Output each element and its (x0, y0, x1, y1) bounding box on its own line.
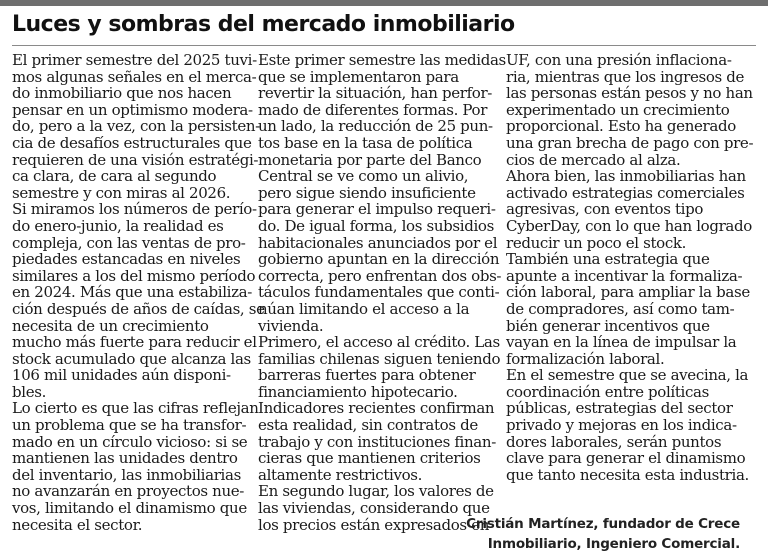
text-line: reducir un poco el stock. (506, 233, 687, 252)
text-line: vivienda. (258, 316, 324, 335)
text-line: vayan en la línea de impulsar la (506, 333, 737, 352)
text-line: gobierno apuntan en la dirección (258, 250, 500, 269)
title-divider (12, 45, 756, 46)
article-paragraph (12, 399, 259, 534)
text-line: no avanzarán en proyectos nue- (12, 482, 245, 501)
text-line: privado y mejoras en los indica- (506, 416, 737, 435)
article-title: Luces y sombras del mercado inmobiliario (12, 12, 515, 37)
text-line: barreras fuertes para obtener (258, 366, 476, 385)
article-paragraph (12, 200, 265, 401)
text-line: activado estrategias comerciales (506, 183, 745, 202)
article-column-3 (506, 51, 754, 484)
text-line: piedades estancadas en niveles (12, 250, 241, 269)
text-line: cia de desafíos estructurales que (12, 133, 252, 152)
text-line: del inventario, las inmobiliarias (12, 465, 241, 484)
text-line: bién generar incentivos que (506, 316, 710, 335)
text-line: pero sigue siendo insuficiente (258, 183, 476, 202)
text-line: ción después de años de caídas, se (12, 299, 265, 318)
text-line: CyberDay, con lo que han logrado (506, 216, 752, 235)
text-line: necesita de un crecimiento (12, 316, 209, 335)
text-line: UF, con una presión inflaciona- (506, 51, 732, 69)
text-line: clave para generar el dinamismo (506, 449, 746, 468)
article-column-1 (12, 51, 265, 534)
text-line: para generar el impulso requeri- (258, 200, 496, 219)
byline-line: Inmobiliario, Ingeniero Comercial. (487, 536, 740, 552)
text-line: proporcional. Esto ha generado (506, 117, 736, 136)
text-line: mantienen las unidades dentro (12, 449, 238, 468)
text-line: Si miramos los números de perío- (12, 200, 257, 219)
text-line: apunte a incentivar la formaliza- (506, 266, 743, 285)
text-line: tos base en la tasa de política (258, 133, 473, 152)
article-paragraph (12, 51, 260, 202)
text-line: semestre y con miras al 2026. (12, 183, 231, 202)
text-line: de compradores, así como tam- (506, 299, 735, 318)
text-line: una gran brecha de pago con pre- (506, 133, 754, 152)
text-line: mado en un círculo vicioso: si se (12, 432, 248, 451)
text-line: cieras que mantienen criterios (258, 449, 481, 468)
top-rule (0, 0, 768, 6)
article-paragraph (258, 333, 501, 484)
text-line: similares a los del mismo período (12, 266, 256, 285)
text-line: Lo cierto es que las cifras reflejan (12, 399, 259, 418)
text-line: requieren de una visión estratégi- (12, 150, 259, 169)
text-line: correcta, pero enfrentan dos obs- (258, 266, 502, 285)
text-line: ria, mientras que los ingresos de (506, 67, 745, 86)
article-paragraph (258, 482, 494, 534)
text-line: 106 mil unidades aún disponi- (12, 366, 231, 385)
text-line: los precios están expresados en (258, 515, 490, 534)
text-line: vos, limitando el dinamismo que (12, 499, 247, 518)
text-line: necesita el sector. (12, 515, 143, 534)
text-line: las personas están pesos y no han (506, 84, 753, 103)
text-line: También una estrategia que (506, 250, 710, 269)
text-line: ción laboral, para ampliar la base (506, 283, 750, 302)
text-line: bles. (12, 382, 46, 401)
text-line: altamente restrictivos. (258, 465, 423, 484)
text-line: revertir la situación, han perfor- (258, 84, 492, 103)
article-paragraph (506, 51, 754, 169)
text-line: un problema que se ha transfor- (12, 416, 247, 435)
text-line: que se implementaron para (258, 67, 459, 86)
article-paragraph (258, 51, 506, 335)
text-line: do, pero a la vez, con la persisten- (12, 117, 260, 136)
text-line: un lado, la reducción de 25 pun- (258, 117, 493, 136)
text-line: monetaria por parte del Banco (258, 150, 482, 169)
text-line: stock acumulado que alcanza las (12, 349, 251, 368)
text-line: pensar en un optimismo modera- (12, 100, 253, 119)
text-line: Este primer semestre las medidas (258, 51, 506, 69)
text-line: Indicadores recientes confirman (258, 399, 495, 418)
text-line: esta realidad, sin contratos de (258, 416, 478, 435)
article-column-2 (258, 51, 506, 534)
text-line: Primero, el acceso al crédito. Las (258, 333, 500, 352)
text-line: Central se ve como un alivio, (258, 167, 469, 186)
article-paragraph (506, 250, 750, 368)
byline-line: Cristián Martínez, fundador de Crece (466, 516, 740, 532)
text-line: experimentado un crecimiento (506, 100, 730, 119)
text-line: financiamiento hipotecario. (258, 382, 458, 401)
text-line: táculos fundamentales que conti- (258, 283, 500, 302)
text-line: compleja, con las ventas de pro- (12, 233, 246, 252)
text-line: En segundo lugar, los valores de (258, 482, 494, 501)
article-paragraph (506, 366, 749, 484)
text-line: do inmobiliario que nos hacen (12, 84, 232, 103)
text-line: ca clara, de cara al segundo (12, 167, 217, 186)
text-line: familias chilenas siguen teniendo (258, 349, 501, 368)
text-line: do. De igual forma, los subsidios (258, 216, 494, 235)
text-line: públicas, estrategias del sector (506, 399, 733, 418)
text-line: formalización laboral. (506, 349, 665, 368)
author-byline (466, 514, 740, 554)
text-line: que tanto necesita esta industria. (506, 465, 749, 484)
text-line: En el semestre que se avecina, la (506, 366, 749, 385)
text-line: Ahora bien, las inmobiliarias han (506, 167, 746, 186)
article-paragraph (506, 167, 752, 252)
text-line: do enero-junio, la realidad es (12, 216, 224, 235)
text-line: trabajo y con instituciones finan- (258, 432, 496, 451)
text-line: las viviendas, considerando que (258, 499, 490, 518)
text-line: núan limitando el acceso a la (258, 299, 470, 318)
text-line: coordinación entre políticas (506, 382, 709, 401)
text-line: en 2024. Más que una estabiliza- (12, 283, 252, 302)
text-line: dores laborales, serán puntos (506, 432, 722, 451)
text-line: El primer semestre del 2025 tuvi- (12, 51, 257, 69)
text-line: agresivas, con eventos tipo (506, 200, 704, 219)
text-line: habitacionales anunciados por el (258, 233, 498, 252)
text-line: mado de diferentes formas. Por (258, 100, 488, 119)
text-line: cios de mercado al alza. (506, 150, 681, 169)
text-line: mucho más fuerte para reducir el (12, 333, 257, 352)
text-line: mos algunas señales en el merca- (12, 67, 257, 86)
